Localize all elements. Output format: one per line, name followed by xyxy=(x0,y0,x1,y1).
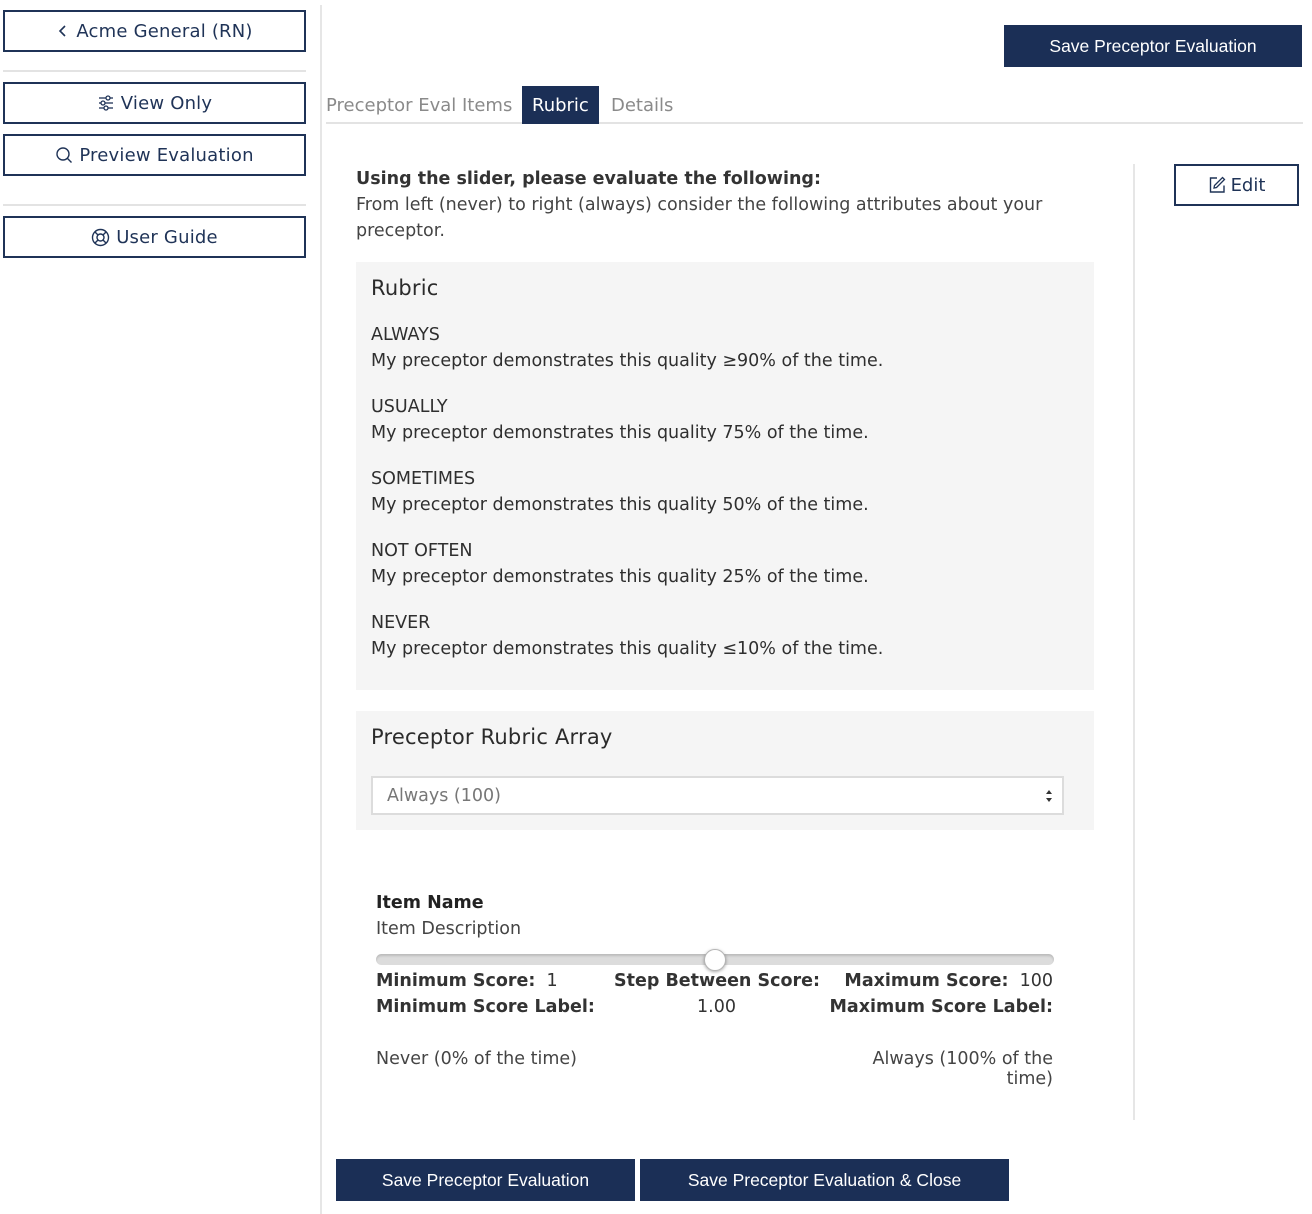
min-label-text: Never (0% of the time) xyxy=(376,1049,577,1069)
min-score-label-heading-text: Minimum Score Label: xyxy=(376,997,595,1017)
max-score-label-heading xyxy=(830,997,1053,1017)
rubric-array-selected-value: Always (100) xyxy=(387,785,501,806)
back-button[interactable] xyxy=(3,10,306,52)
search-icon xyxy=(55,146,73,164)
max-score-value: 100 xyxy=(1019,971,1053,991)
rubric-array-title: Preceptor Rubric Array xyxy=(371,725,613,749)
edit-button[interactable] xyxy=(1174,164,1299,206)
instructions-heading: Using the slider, please evaluate the following: xyxy=(356,169,821,189)
rubric-level-desc: My preceptor demonstrates this quality 75% of the time. xyxy=(371,423,869,443)
max-score-label-heading-text: Maximum Score Label: xyxy=(829,997,1053,1017)
min-score xyxy=(376,971,558,991)
rubric-level-name: NOT OFTEN xyxy=(371,541,473,561)
rubric-level-desc: My preceptor demonstrates this quality ≥90% of the time. xyxy=(371,351,884,371)
preview-evaluation-button[interactable] xyxy=(3,134,306,176)
sidebar xyxy=(0,0,310,1214)
rubric-level-desc: My preceptor demonstrates this quality ≤10% of the time. xyxy=(371,639,884,659)
rubric-level-name: ALWAYS xyxy=(371,325,440,345)
score-slider-thumb[interactable] xyxy=(704,949,726,971)
back-button-label: Acme General (RN) xyxy=(76,20,253,42)
instructions-text: From left (never) to right (always) consider the following attributes about your preceptor. xyxy=(356,195,1043,241)
rubric-title: Rubric xyxy=(371,276,439,300)
rubric-level-name: USUALLY xyxy=(371,397,448,417)
sidebar-divider xyxy=(3,70,306,72)
max-label-text-line2: time) xyxy=(1006,1069,1053,1089)
rubric-level xyxy=(371,610,1079,662)
sliders-icon xyxy=(97,94,115,112)
rubric-level xyxy=(371,322,1079,374)
min-score-label: Minimum Score: xyxy=(376,971,536,991)
select-arrows-icon xyxy=(1044,787,1054,805)
save-evaluation-button-top[interactable]: Save Preceptor Evaluation xyxy=(1004,25,1302,67)
step-score xyxy=(614,971,820,991)
preview-evaluation-label: Preview Evaluation xyxy=(79,144,254,166)
view-only-button[interactable] xyxy=(3,82,306,124)
save-evaluation-button[interactable]: Save Preceptor Evaluation xyxy=(336,1159,635,1201)
view-only-label: View Only xyxy=(120,92,213,114)
content-divider xyxy=(1133,164,1135,1120)
tab-details[interactable]: Details xyxy=(611,94,674,116)
max-score xyxy=(844,971,1053,991)
instructions xyxy=(356,166,1096,244)
rubric-level xyxy=(371,466,1079,518)
lifebuoy-icon xyxy=(91,228,110,247)
max-label-text xyxy=(873,1049,1053,1089)
save-and-close-button[interactable]: Save Preceptor Evaluation & Close xyxy=(640,1159,1009,1201)
edit-icon xyxy=(1208,176,1226,194)
rubric-level-name: NEVER xyxy=(371,613,431,633)
user-guide-button[interactable] xyxy=(3,216,306,258)
tab-preceptor-eval-items[interactable]: Preceptor Eval Items xyxy=(326,94,513,116)
max-score-label: Maximum Score: xyxy=(844,971,1009,991)
sidebar-vertical-divider xyxy=(320,5,322,1214)
sidebar-divider xyxy=(3,204,306,206)
rubric-level-desc: My preceptor demonstrates this quality 50% of the time. xyxy=(371,495,869,515)
rubric-panel xyxy=(356,262,1094,690)
edit-label: Edit xyxy=(1230,174,1266,196)
rubric-level-name: SOMETIMES xyxy=(371,469,476,489)
rubric-level-desc: My preceptor demonstrates this quality 25% of the time. xyxy=(371,567,869,587)
tab-bar xyxy=(326,86,1303,124)
step-score-label: Step Between Score: xyxy=(614,971,820,991)
tab-rubric[interactable]: Rubric xyxy=(522,86,599,124)
chevron-left-icon xyxy=(56,23,70,39)
step-score-value: 1.00 xyxy=(697,997,736,1017)
rubric-level xyxy=(371,538,1079,590)
item-name: Item Name xyxy=(376,893,484,913)
rubric-array-select[interactable] xyxy=(371,776,1064,815)
min-score-value: 1 xyxy=(546,971,558,991)
item-description: Item Description xyxy=(376,919,522,939)
user-guide-label: User Guide xyxy=(116,226,218,248)
rubric-array-panel xyxy=(356,711,1094,830)
rubric-level xyxy=(371,394,1079,446)
max-label-text-line1: Always (100% of the xyxy=(872,1049,1053,1069)
min-score-label-heading xyxy=(376,997,595,1017)
